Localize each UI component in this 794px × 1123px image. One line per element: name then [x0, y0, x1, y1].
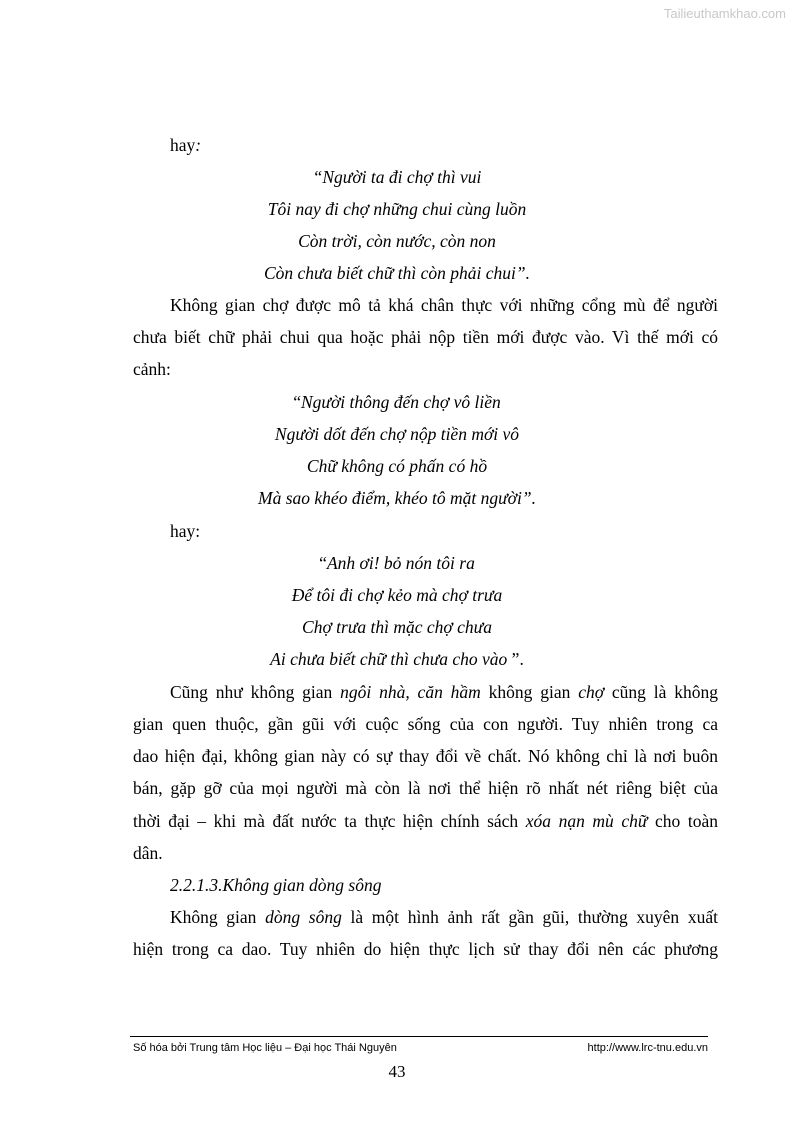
poem2-line-2: Người dốt đến chợ nộp tiền mới vô [274, 424, 520, 444]
para2-l5-t2: cho toàn [647, 811, 719, 831]
para2-l1-t2: không gian [480, 682, 579, 702]
footer-link[interactable]: http://www.lrc-tnu.edu.vn [587, 1042, 708, 1054]
para2-line-5 [133, 810, 718, 832]
poem3-line-1-text: Anh ơi! bỏ nón tôi ra [326, 553, 475, 573]
para2-line-4: bán, gặp gỡ của mọi người mà còn là nơi thể hiện rõ nhất nét riêng biệt của [133, 778, 718, 798]
poem1-line-3: Còn trời, còn nước, còn non [298, 231, 496, 251]
para2-line-2: gian quen thuộc, gần gũi với cuộc sống của con người. Tuy nhiên trong ca [133, 714, 718, 734]
poem3-line-1 [0, 552, 794, 574]
intro-hay-2: hay: [170, 521, 201, 541]
para2-l5-i1: xóa nạn mù chữ [525, 811, 648, 831]
para3-line-2: hiện trong ca dao. Tuy nhiên do hiện thực lịch sử thay đổi nên các phương [133, 939, 718, 959]
poem1-line-2: Tôi nay đi chợ những chui cùng luồn [267, 199, 527, 219]
footer-divider [130, 1036, 708, 1037]
para1-line-2: chưa biết chữ phải chui qua hoặc phải nộp tiền mới được vào. Vì thế mới có [133, 327, 718, 347]
para1-line-3: cảnh: [133, 359, 171, 379]
poem2-line-3: Chữ không có phấn có hồ [306, 456, 488, 476]
para2-line-6: dân. [133, 843, 163, 863]
poem1-line-1: “Người ta đi chợ thì vui [312, 167, 482, 187]
para2-l1-t1: Cũng như không gian [170, 682, 341, 702]
poem2-line-4: Mà sao khéo điểm, khéo tô mặt người”. [258, 488, 536, 508]
intro-colon: : [195, 135, 202, 155]
para2-l1-i1: ngôi nhà, căn hầm [340, 682, 481, 702]
page-number: 43 [388, 1062, 406, 1081]
poem2-line-1-text: Người thông đến chợ vô liền [300, 392, 501, 412]
intro-word: hay [170, 135, 196, 155]
poem3-line-3: Chợ trưa thì mặc chợ chưa [302, 617, 492, 637]
para3-l1-i1: dòng sông [265, 907, 342, 927]
para3-l1-t2: là một hình ảnh rất gần gũi, thường xuyên xuất [341, 907, 718, 927]
para2-line-3: dao hiện đại, không gian này có sự thay đổi về chất. Nó không chỉ là nơi buôn [133, 746, 718, 766]
poem3-line-2: Để tôi đi chợ kẻo mà chợ trưa [291, 585, 503, 605]
para3-l1-t1: Không gian [170, 907, 266, 927]
para2-line-1 [170, 681, 718, 703]
section-heading: 2.2.1.3.Không gian dòng sông [170, 875, 382, 895]
para2-l1-i2: chợ [578, 682, 605, 702]
watermark: Tailieuthamkhao.com [663, 6, 786, 21]
poem3-open-quote: “ [319, 553, 327, 573]
poem3-line-4-text: Ai chưa biết chữ thì chưa cho vào [270, 649, 508, 669]
poem3-line-4 [0, 648, 794, 670]
para1-line-1: Không gian chợ được mô tả khá chân thực với những cổng mù để người [170, 295, 718, 315]
para2-l5-t1: thời đại – khi mà đất nước ta thực hiện chính sách [133, 811, 526, 831]
para3-line-1 [170, 906, 718, 928]
intro-hay [170, 134, 201, 156]
poem3-close-quote: ”. [507, 649, 524, 669]
poem1-line-4: Còn chưa biết chữ thì còn phải chui”. [263, 263, 530, 283]
poem2-line-1 [0, 391, 794, 413]
para2-l1-t3: cũng là không [604, 682, 718, 702]
poem2-open-quote: “ [293, 392, 301, 412]
footer-left-text: Số hóa bởi Trung tâm Học liệu – Đại học Thái Nguyên [133, 1042, 397, 1054]
